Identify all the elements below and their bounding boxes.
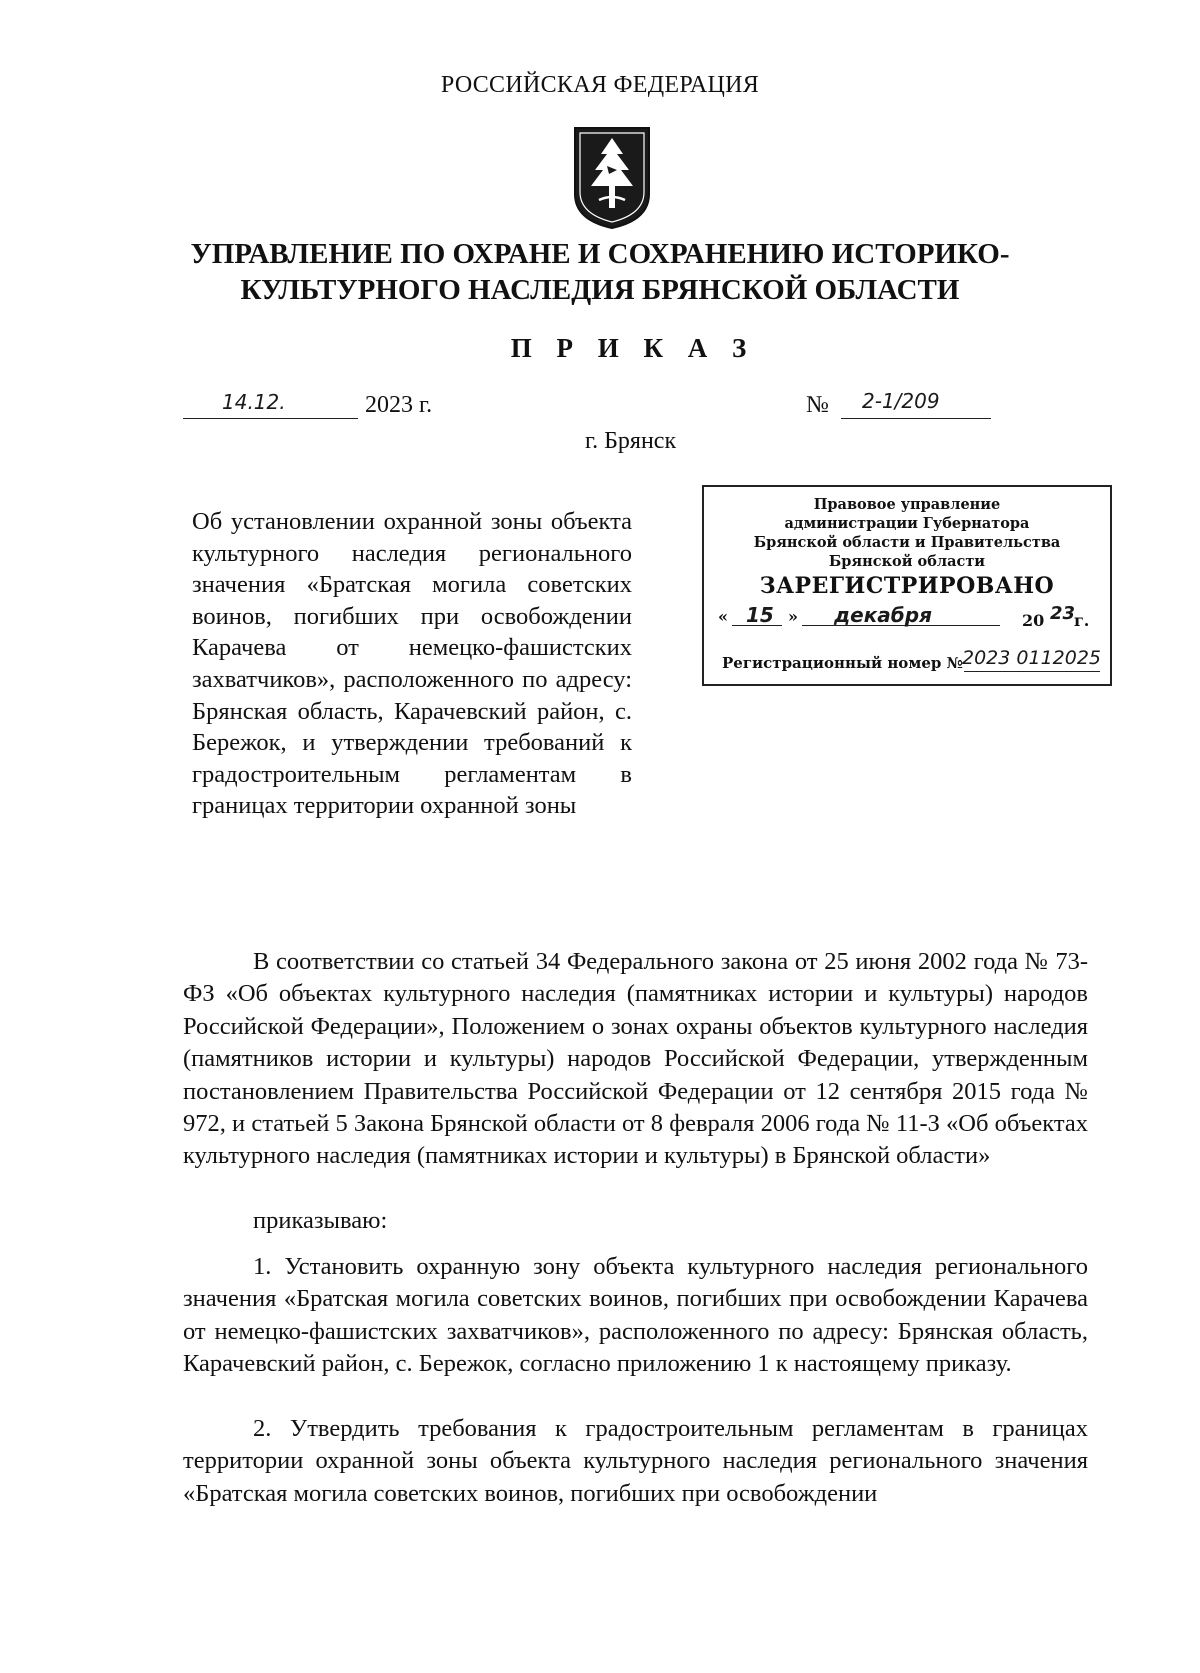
country-header: РОССИЙСКАЯ ФЕДЕРАЦИЯ xyxy=(440,72,760,98)
stamp-regnum-label: Регистрационный номер № xyxy=(722,654,963,672)
bryansk-coat-of-arms-icon xyxy=(571,124,653,232)
clause-1: 1. Установить охранную зону объекта культурного наследия регионального значения «Братская могила советских воинов, погибших при освобождении Карачева от немецко-фашистских захватчиков», расположенного по адресу: Брянская область, Карачевский район, с. Бережок, согласно приложению 1 к настоящему приказу. xyxy=(183,1253,1088,1378)
stamp-regnum-handwritten: 2023 0112025 xyxy=(962,647,1102,669)
stamp-status: ЗАРЕГИСТРИРОВАНО xyxy=(759,573,1055,599)
order-title: Об установлении охранной зоны объекта культурного наследия регионального значения «Братская могила советских воинов, погибших при освобождении Карачева от немецко-фашистских захватчиков», расположенного по адресу: Брянская область, Карачевский район, с. Бережок, и утверждении требований к градостроительным регламентам в границах территории охранной зоны xyxy=(192,508,632,820)
number-label: № xyxy=(806,392,829,418)
organization-name-line1: УПРАВЛЕНИЕ ПО ОХРАНЕ И СОХРАНЕНИЮ ИСТОРИКО- xyxy=(190,238,1010,270)
stamp-date-row xyxy=(704,603,1110,633)
stamp-year-prefix: 20 xyxy=(1022,611,1045,630)
stamp-line1: Правовое управление xyxy=(813,496,1001,513)
date-handwritten: 14.12. xyxy=(222,390,286,414)
number-handwritten: 2-1/209 xyxy=(862,389,940,413)
clause-2: 2. Утвердить требования к градостроительным регламентам в границах территории охранной зоны объекта культурного наследия регионального значения «Братская могила советских воинов, погибших при освобождении xyxy=(183,1415,1088,1507)
stamp-line4: Брянской области xyxy=(828,553,986,570)
preamble-paragraph: В соответствии со статьей 34 Федерального закона от 25 июня 2002 года № 73-ФЗ «Об объектах культурного наследия (памятниках истории и культуры) народов Российской Федерации», Положением о зонах охраны объектов культурного наследия (памятников истории и культуры) народов Российской Федерации, утвержденным постановлением Правительства Российской Федерации от 12 сентября 2015 года № 972, и статьей 5 Закона Брянской области от 8 февраля 2006 года № 11-З «Об объектах культурного наследия (памятниках истории и культуры) в Брянской области» xyxy=(183,948,1088,1170)
organization-name xyxy=(0,236,1200,308)
stamp-month-handwritten: декабря xyxy=(834,603,932,627)
order-verb: приказываю: xyxy=(253,1207,388,1234)
stamp-year-suffix: г. xyxy=(1074,611,1090,630)
stamp-regnum-underline xyxy=(964,671,1100,672)
date-year: 2023 г. xyxy=(365,392,433,418)
stamp-line2: администрации Губернатора xyxy=(784,515,1030,532)
organization-name-line2: КУЛЬТУРНОГО НАСЛЕДИЯ БРЯНСКОЙ ОБЛАСТИ xyxy=(240,274,960,306)
registration-stamp xyxy=(702,485,1112,686)
stamp-line3: Брянской области и Правительства xyxy=(753,534,1061,551)
city: г. Брянск xyxy=(585,428,677,454)
stamp-quote-close: » xyxy=(788,607,798,626)
document-type: П Р И К А З xyxy=(510,333,756,363)
stamp-day-handwritten: 15 xyxy=(746,603,774,627)
stamp-quote-open: « xyxy=(718,607,728,626)
stamp-year-handwritten: 23 xyxy=(1050,603,1076,624)
